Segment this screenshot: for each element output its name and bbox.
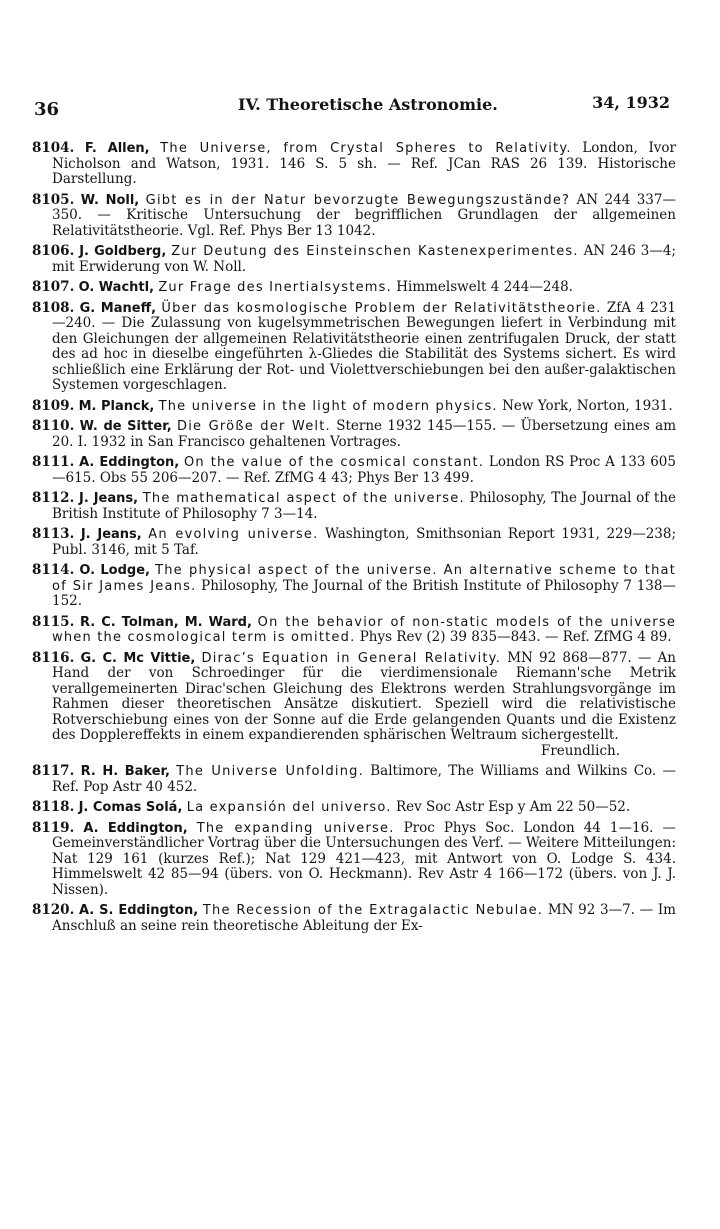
entry-title: The mathematical aspect of the universe. xyxy=(142,491,465,506)
entry-details: AN 244 337—350. — Kritische Untersuchung der begrifflichen Grundlagen der allgemeinen Relativitätstheorie. Vgl. Ref. Phys Ber 13 1042. xyxy=(52,191,676,239)
entry-details: Rev Soc Astr Esp y Am 22 50—52. xyxy=(395,799,631,815)
bibliography-entry xyxy=(32,821,676,899)
entry-author: R. C. Tolman, M. Ward, xyxy=(80,614,252,630)
entry-number: 8117. xyxy=(32,763,75,779)
entry-author: W. de Sitter, xyxy=(79,419,172,434)
entry-author: G. Maneff, xyxy=(79,300,157,316)
entry-details: Proc Phys Soc. London 44 1—16. — Gemeinverständlicher Vortrag über die Untersuchungen des Verf. — Weitere Mitteilungen: Nat 129 161 (kurzes Ref.); Nat 129 421—423, mit Antwort von O. Lodge S. 434. Himmelswelt 42 85—94 (übers. von O. Heckmann). Rev Astr 4 166—172 (übers. von J. J. Nissen). xyxy=(52,819,676,898)
bibliography-entry xyxy=(32,651,676,760)
entry-author: A. Eddington, xyxy=(83,820,188,836)
bibliography-list xyxy=(32,141,676,939)
entry-number: 8110. xyxy=(32,418,75,434)
bibliography-entry xyxy=(32,455,676,486)
entry-details: Sterne 1932 145—155. — Übersetzung eines am 20. I. 1932 in San Francisco gehaltenen Vortrages. xyxy=(52,418,677,450)
entry-details: Washington, Smithsonian Report 1931, 229—238; Publ. 3146, mit 5 Taf. xyxy=(52,526,677,558)
bibliography-entry xyxy=(32,280,676,296)
entry-title: The Recession of the Extragalactic Nebulae. xyxy=(202,903,544,918)
entry-title: Zur Deutung des Einsteinschen Kastenexperimentes. xyxy=(171,244,579,259)
bibliography-entry xyxy=(32,527,676,558)
bibliography-entry xyxy=(32,800,676,816)
entry-title: Dirac’s Equation in General Relativity. xyxy=(201,650,502,666)
bibliography-entry xyxy=(32,419,676,450)
entry-title: The expanding universe. xyxy=(196,820,395,836)
entry-title: La expansión del universo. xyxy=(186,800,392,815)
entry-author: J. Comas Solá, xyxy=(78,800,183,815)
entry-author: F. Allen, xyxy=(84,141,150,156)
reviewer-signature: Freundlich. xyxy=(540,742,620,759)
entry-details: Phys Rev (2) 39 835—843. — Ref. ZfMG 4 89. xyxy=(359,629,672,645)
entry-number: 8115. xyxy=(32,613,75,630)
entry-number: 8111. xyxy=(32,454,75,470)
entry-title: Gibt es in der Natur bevorzugte Bewegungszustände? xyxy=(145,192,571,208)
entry-details: ZfA 4 231—240. — Die Zulassung von kugelsymmetrischen Bewegungen liefert in Verbindung mit den Gleichungen der allgemeinen Relativitätstheorie einen zentrifugalen Druck, der statt des ad hoc in dieselbe eingeführten λ-Gliedes die Stabilität des Systems sichert. Es wird schließlich eine Erklärung der Rot- und Violettverschiebungen bei den außer-galaktischen Systemen vorgeschlagen. xyxy=(52,299,676,393)
entry-number: 8105. xyxy=(32,191,75,208)
page-number: 36 xyxy=(34,99,60,120)
entry-title: On the value of the cosmical constant. xyxy=(184,455,485,470)
bibliography-entry xyxy=(32,301,676,394)
entry-title: On the behavior of non-static models of the universe when the cosmological term is omitted. xyxy=(52,614,677,645)
bibliography-entry xyxy=(32,903,676,934)
entry-number: 8118. xyxy=(32,799,75,815)
entry-number: 8114. xyxy=(32,562,75,578)
entry-title: Über das kosmologische Problem der Relativitätstheorie. xyxy=(161,300,602,316)
entry-number: 8119. xyxy=(32,819,75,836)
entry-number: 8107. xyxy=(32,279,75,295)
entry-number: 8106. xyxy=(32,243,75,259)
bibliography-entry xyxy=(32,491,676,522)
entry-title: The Universe, from Crystal Spheres to Relativity. xyxy=(160,141,572,156)
entry-author: J. Jeans, xyxy=(80,527,142,542)
entry-number: 8116. xyxy=(32,649,75,666)
entry-title: An evolving universe. xyxy=(148,527,319,542)
entry-details: MN 92 868—877. — An Hand der von Schroedinger für die vierdimensionale Riemann'sche Metrik verallgemeinerten Dirac'schen Gleichung des Elektrons werden Strahlungsvorgänge im Rahmen dieser theoretischen Ansätze diskutiert. Speziell wird die relativistische Rotverschiebung eines von der Sonne auf die Erde gelangenden Quants und die Existenz des Dopplereffekts in einem expandierenden sphärischen Weltraum sichergestellt. xyxy=(52,649,676,743)
bibliography-entry xyxy=(32,141,676,188)
entry-details: Baltimore, The Williams and Wilkins Co. — Ref. Pop Astr 40 452. xyxy=(52,763,677,795)
entry-details: Philosophy, The Journal of the British Institute of Philosophy 7 138—152. xyxy=(52,577,676,609)
section-title: IV. Theoretische Astronomie. xyxy=(238,95,498,114)
entry-details: Philosophy, The Journal of the British Institute of Philosophy 7 3—14. xyxy=(52,490,677,522)
entry-title: Zur Frage des Inertialsystems. xyxy=(158,280,392,295)
entry-title: The physical aspect of the universe. An alternative scheme to that of Sir James Jeans. xyxy=(52,563,676,594)
bibliography-entry xyxy=(32,244,676,275)
entry-details: London, Ivor Nicholson and Watson, 1931. 146 S. 5 sh. — Ref. JCan RAS 26 139. Historische Darstellung. xyxy=(52,140,677,187)
volume-year: 34, 1932 xyxy=(592,93,670,112)
bibliography-entry xyxy=(32,193,676,240)
entry-number: 8108. xyxy=(32,299,75,316)
entry-number: 8104. xyxy=(32,140,75,156)
entry-author: A. S. Eddington, xyxy=(78,903,199,918)
bibliography-entry xyxy=(32,563,676,610)
entry-title: Die Größe der Welt. xyxy=(177,419,331,434)
entry-title: The Universe Unfolding. xyxy=(176,764,364,779)
entry-number: 8113. xyxy=(32,526,75,542)
entry-details: MN 92 3—7. — Im Anschluß an seine rein theoretische Ableitung der Ex- xyxy=(52,902,676,934)
entry-author: G. C. Mc Vittie, xyxy=(80,650,196,666)
entry-details: AN 246 3—4; mit Erwiderung von W. Noll. xyxy=(52,243,677,275)
bibliography-entry xyxy=(32,615,676,646)
entry-author: J. Jeans, xyxy=(78,491,139,506)
entry-title: The universe in the light of modern physics. xyxy=(158,398,498,414)
entry-number: 8109. xyxy=(32,397,75,414)
entry-author: W. Noll, xyxy=(80,192,140,208)
entry-details: Himmelswelt 4 244—248. xyxy=(396,279,573,295)
entry-details: New York, Norton, 1931. xyxy=(502,397,673,414)
bibliography-entry xyxy=(32,399,676,415)
entry-author: O. Wachtl, xyxy=(78,280,155,295)
page-header xyxy=(34,93,670,119)
entry-author: O. Lodge, xyxy=(79,563,150,578)
entry-author: J. Goldberg, xyxy=(79,244,167,259)
entry-number: 8112. xyxy=(32,490,75,506)
entry-author: M. Planck, xyxy=(78,398,155,414)
entry-author: A. Eddington, xyxy=(79,455,180,470)
entry-author: R. H. Baker, xyxy=(80,764,170,779)
entry-number: 8120. xyxy=(32,902,75,918)
bibliography-entry xyxy=(32,764,676,795)
entry-details: London RS Proc A 133 605—615. Obs 55 206—207. — Ref. ZfMG 4 43; Phys Ber 13 499. xyxy=(52,454,676,486)
